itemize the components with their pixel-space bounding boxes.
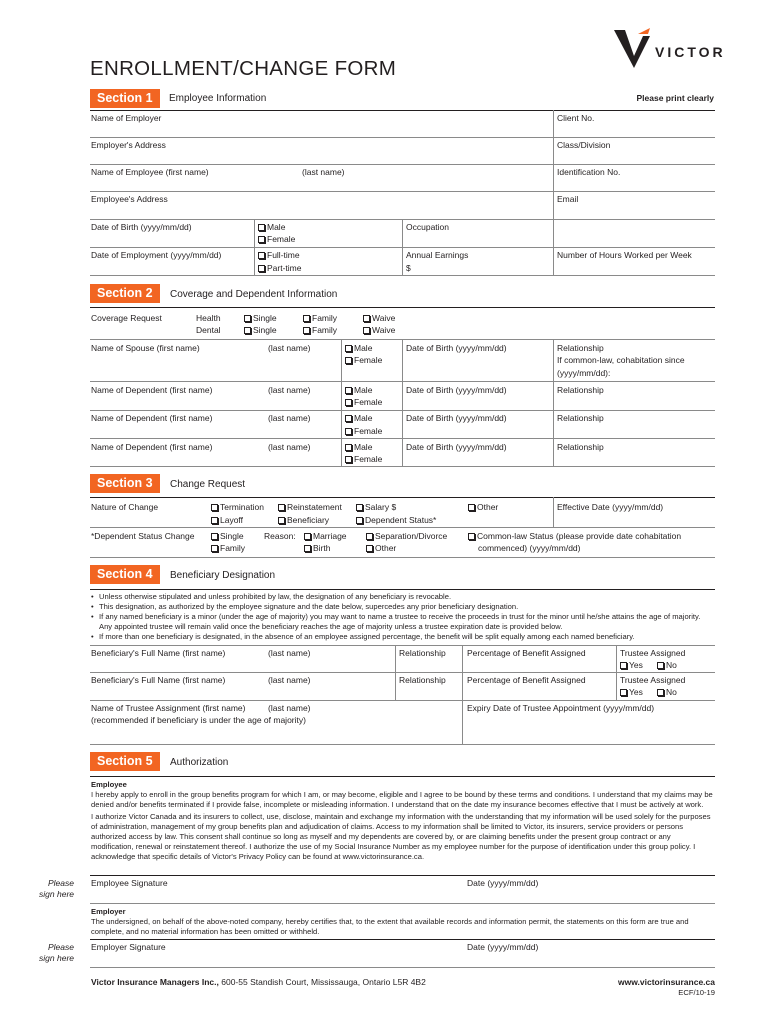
marriage-checkbox[interactable]: Marriage	[304, 531, 347, 542]
dependent-3-last-name-label: (last name)	[268, 442, 311, 452]
victor-logo	[612, 28, 727, 70]
dependent-status-checkbox[interactable]: Dependent Status*	[356, 515, 436, 526]
beneficiary-2-relationship-label: Relationship	[399, 675, 446, 685]
checkbox-icon	[345, 399, 352, 406]
checkbox-icon	[304, 545, 311, 552]
checkbox-icon	[657, 662, 664, 669]
female-checkbox[interactable]: Female	[258, 234, 295, 245]
employee-privacy-paragraph: I authorize Victor Canada and its insurers to collect, use, disclose, maintain and exchange my information with the understanding that my information will be used solely for the purposes of administration, management of my group benefits plan and adjudication of claims. Access to my information shall be limited to Victor, its insurers, service providers or persons authorized access by law. This consent shall continue so long as myself and my dependents are covered by, or are claiming benefits under the present group contract or any modification, renewal or reinstatement thereof. I authorize the use of my Social Insurance Number as my employee number for the purpose of identification under this group policy. I acknowledge that specific details of Victor's Privacy Policy can be found at www.victorinsurance.ca.	[91, 812, 711, 861]
spouse-name-label: Name of Spouse (first name)	[91, 343, 200, 353]
print-note: Please print clearly	[636, 93, 714, 103]
footer-website-link[interactable]: www.victorinsurance.ca	[618, 977, 715, 987]
health-single-checkbox[interactable]: Single	[244, 313, 277, 324]
note-item: • Unless otherwise stipulated and unless prohibited by law, the designation of any beneficiary is revocable.	[91, 592, 715, 602]
employer-certification-paragraph: The undersigned, on behalf of the above-noted company, hereby certifies that, to the extent that available records and information permit, the statements on this form are true and complete, and no material information has been omitted or withheld.	[91, 917, 689, 936]
beneficiary-2-yes-checkbox[interactable]: Yes	[620, 687, 643, 698]
employer-heading: Employer	[91, 907, 126, 916]
victor-v-logo-icon	[612, 28, 652, 70]
checkbox-icon	[258, 236, 265, 243]
checkbox-icon	[356, 504, 363, 511]
dob-label: Date of Birth (yyyy/mm/dd)	[91, 222, 192, 232]
beneficiary-1-last-name-label: (last name)	[268, 648, 311, 658]
dependent-2-relationship-label: Relationship	[557, 413, 604, 423]
beneficiary-1-name-label: Beneficiary's Full Name (first name)	[91, 648, 226, 658]
hours-label: Number of Hours Worked per Week	[557, 250, 692, 260]
annual-earnings-label: Annual Earnings	[406, 250, 469, 260]
note-item: • If any named beneficiary is a minor (under the age of majority) you may want to name a trustee to receive the proceeds in trust for the minor until he/she attains the age of majority. Any appointed trustee will remain valid once the beneficiary reaches the age of majority unless a trustee expiration date is provided below.	[91, 612, 715, 632]
checkbox-icon	[278, 517, 285, 524]
beneficiary-2-trustee-label: Trustee Assigned	[620, 675, 686, 685]
employee-address-label: Employee's Address	[91, 194, 168, 204]
other-reason-checkbox[interactable]: Other	[366, 543, 396, 554]
employer-signature-field[interactable]: Employer Signature	[91, 942, 166, 952]
employee-date-field[interactable]: Date (yyyy/mm/dd)	[467, 878, 539, 888]
checkbox-icon	[258, 252, 265, 259]
checkbox-icon	[303, 327, 310, 334]
dependent-2-dob-label: Date of Birth (yyyy/mm/dd)	[406, 413, 507, 423]
please-sign-here-employer: Please sign here	[39, 942, 74, 963]
client-no-label: Client No.	[557, 113, 595, 123]
spouse-relationship-label: Relationship	[557, 343, 604, 353]
dependent-3-female-checkbox[interactable]: Female	[345, 454, 382, 465]
section-5-tab: Section 5	[90, 752, 160, 771]
separation-checkbox[interactable]: Separation/Divorce	[366, 531, 447, 542]
health-waive-checkbox[interactable]: Waive	[363, 313, 395, 324]
section-5-name: Authorization	[170, 757, 229, 768]
checkbox-icon	[366, 533, 373, 540]
dependent-3-relationship-label: Relationship	[557, 442, 604, 452]
employee-name-label: Name of Employee (first name)	[91, 167, 209, 177]
full-time-checkbox[interactable]: Full-time	[258, 250, 300, 261]
beneficiary-1-percentage-label: Percentage of Benefit Assigned	[467, 648, 586, 658]
checkbox-icon	[345, 345, 352, 352]
nature-of-change-label: Nature of Change	[91, 502, 159, 512]
spouse-female-checkbox[interactable]: Female	[345, 355, 382, 366]
beneficiary-2-no-checkbox[interactable]: No	[657, 687, 677, 698]
checkbox-icon	[211, 504, 218, 511]
section-2-tab: Section 2	[90, 284, 160, 303]
status-family-checkbox[interactable]: Family	[211, 543, 245, 554]
dependent-3-dob-label: Date of Birth (yyyy/mm/dd)	[406, 442, 507, 452]
footer-address	[91, 977, 426, 988]
common-law-status-checkbox[interactable]: Common-law Status (please provide date cohabitation	[468, 531, 681, 542]
status-single-checkbox[interactable]: Single	[211, 531, 244, 542]
checkbox-icon	[303, 315, 310, 322]
email-label: Email	[557, 194, 579, 204]
checkbox-icon	[304, 533, 311, 540]
dependent-2-last-name-label: (last name)	[268, 413, 311, 423]
male-checkbox[interactable]: Male	[258, 222, 285, 233]
checkbox-icon	[657, 689, 664, 696]
employee-last-name-label: (last name)	[302, 167, 345, 177]
footer-company: Victor Insurance Managers Inc.,	[91, 977, 219, 987]
dollar-sign: $	[406, 263, 411, 273]
employer-name-label: Name of Employer	[91, 113, 162, 123]
checkbox-icon	[356, 517, 363, 524]
checkbox-icon	[211, 533, 218, 540]
dependent-3-male-checkbox[interactable]: Male	[345, 442, 372, 453]
checkbox-icon	[258, 224, 265, 231]
checkbox-icon	[345, 415, 352, 422]
trustee-note: (recommended if beneficiary is under the age of majority)	[91, 715, 306, 725]
dependent-1-name-label: Name of Dependent (first name)	[91, 385, 213, 395]
section-1-tab: Section 1	[90, 89, 160, 108]
effective-date-label: Effective Date (yyyy/mm/dd)	[557, 502, 664, 512]
footer-street: 600-55 Standish Court, Mississauga, Ontario L5R 4B2	[218, 977, 426, 987]
checkbox-icon	[345, 357, 352, 364]
section-4-name: Beneficiary Designation	[170, 570, 276, 581]
doe-label: Date of Employment (yyyy/mm/dd)	[91, 250, 222, 260]
checkbox-icon	[620, 689, 627, 696]
dependent-2-name-label: Name of Dependent (first name)	[91, 413, 213, 423]
dependent-status-change-label: *Dependent Status Change	[91, 531, 195, 541]
class-division-label: Class/Division	[557, 140, 611, 150]
beneficiary-2-last-name-label: (last name)	[268, 675, 311, 685]
employee-authorization	[91, 780, 715, 862]
trustee-expiry-label: Expiry Date of Trustee Appointment (yyyy/mm/dd)	[467, 703, 655, 713]
employee-signature-field[interactable]: Employee Signature	[91, 878, 168, 888]
employee-terms-paragraph: I hereby apply to enroll in the group benefits program for which I am, or may become, eligible and I agree to be bound by these terms and conditions. I understand that my claims may be denied and/or benefits terminated if I provide false, incomplete or misleading information. I understand that on the date my insurance becomes effective that I must be actively at work.	[91, 790, 713, 809]
dental-waive-checkbox[interactable]: Waive	[363, 325, 395, 336]
coverage-request-label: Coverage Request	[91, 313, 162, 323]
checkbox-icon	[258, 265, 265, 272]
note-item: • If more than one beneficiary is designated, in the absence of an employee assigned percentage, the benefit will be split equally among each named beneficiary.	[91, 632, 715, 642]
birth-checkbox[interactable]: Birth	[304, 543, 330, 554]
section-3-tab: Section 3	[90, 474, 160, 493]
dependent-2-female-checkbox[interactable]: Female	[345, 426, 382, 437]
beneficiary-2-percentage-label: Percentage of Benefit Assigned	[467, 675, 586, 685]
salary-checkbox[interactable]: Salary $	[356, 502, 396, 513]
checkbox-icon	[345, 456, 352, 463]
occupation-label: Occupation	[406, 222, 449, 232]
health-family-checkbox[interactable]: Family	[303, 313, 337, 324]
dental-single-checkbox[interactable]: Single	[244, 325, 277, 336]
beneficiary-1-trustee-label: Trustee Assigned	[620, 648, 686, 658]
beneficiary-notes	[91, 592, 715, 642]
checkbox-icon	[345, 428, 352, 435]
checkbox-icon	[345, 444, 352, 451]
checkbox-icon	[244, 315, 251, 322]
dental-family-checkbox[interactable]: Family	[303, 325, 337, 336]
checkbox-icon	[363, 327, 370, 334]
form-title: ENROLLMENT/CHANGE FORM	[90, 57, 397, 80]
identification-no-label: Identification No.	[557, 167, 621, 177]
dependent-3-name-label: Name of Dependent (first name)	[91, 442, 213, 452]
dependent-1-female-checkbox[interactable]: Female	[345, 397, 382, 408]
trustee-last-name-label: (last name)	[268, 703, 311, 713]
beneficiary-2-name-label: Beneficiary's Full Name (first name)	[91, 675, 226, 685]
dependent-1-relationship-label: Relationship	[557, 385, 604, 395]
trustee-name-label: Name of Trustee Assignment (first name)	[91, 703, 246, 713]
employer-date-field[interactable]: Date (yyyy/mm/dd)	[467, 942, 539, 952]
note-item: • This designation, as authorized by the employee signature and the date below, supercedes any prior beneficiary designation.	[91, 602, 715, 612]
dependent-2-male-checkbox[interactable]: Male	[345, 413, 372, 424]
checkbox-icon	[363, 315, 370, 322]
checkbox-icon	[468, 533, 475, 540]
beneficiary-1-relationship-label: Relationship	[399, 648, 446, 658]
beneficiary-1-no-checkbox[interactable]: No	[657, 660, 677, 671]
dependent-1-male-checkbox[interactable]: Male	[345, 385, 372, 396]
reason-label: Reason:	[264, 531, 296, 541]
checkbox-icon	[345, 387, 352, 394]
commenced-label: commenced) (yyyy/mm/dd)	[478, 543, 581, 553]
other-change-checkbox[interactable]: Other	[468, 502, 498, 513]
reinstatement-checkbox[interactable]: Reinstatement	[278, 502, 342, 513]
dependent-1-last-name-label: (last name)	[268, 385, 311, 395]
employer-authorization	[91, 907, 715, 937]
employee-heading: Employee	[91, 780, 127, 789]
employer-address-label: Employer's Address	[91, 140, 166, 150]
part-time-checkbox[interactable]: Part-time	[258, 263, 301, 274]
logo-text: VICTOR	[655, 44, 726, 60]
dental-label: Dental	[196, 325, 221, 335]
spouse-last-name-label: (last name)	[268, 343, 311, 353]
section-1-name: Employee Information	[169, 93, 267, 104]
common-law-label: If common-law, cohabitation since	[557, 355, 685, 365]
termination-checkbox[interactable]: Termination	[211, 502, 264, 513]
spouse-dob-label: Date of Birth (yyyy/mm/dd)	[406, 343, 507, 353]
checkbox-icon	[278, 504, 285, 511]
checkbox-icon	[211, 517, 218, 524]
checkbox-icon	[366, 545, 373, 552]
checkbox-icon	[211, 545, 218, 552]
common-law-date-label: (yyyy/mm/dd):	[557, 368, 611, 378]
checkbox-icon	[620, 662, 627, 669]
form-code: ECF/10-19	[678, 988, 715, 997]
beneficiary-1-yes-checkbox[interactable]: Yes	[620, 660, 643, 671]
section-3-name: Change Request	[170, 479, 246, 490]
section-2-name: Coverage and Dependent Information	[170, 289, 338, 300]
layoff-checkbox[interactable]: Layoff	[211, 515, 243, 526]
beneficiary-checkbox[interactable]: Beneficiary	[278, 515, 329, 526]
checkbox-icon	[244, 327, 251, 334]
section-4-tab: Section 4	[90, 565, 160, 584]
please-sign-here-employee: Please sign here	[39, 878, 74, 899]
dependent-1-dob-label: Date of Birth (yyyy/mm/dd)	[406, 385, 507, 395]
health-label: Health	[196, 313, 221, 323]
spouse-male-checkbox[interactable]: Male	[345, 343, 372, 354]
checkbox-icon	[468, 504, 475, 511]
